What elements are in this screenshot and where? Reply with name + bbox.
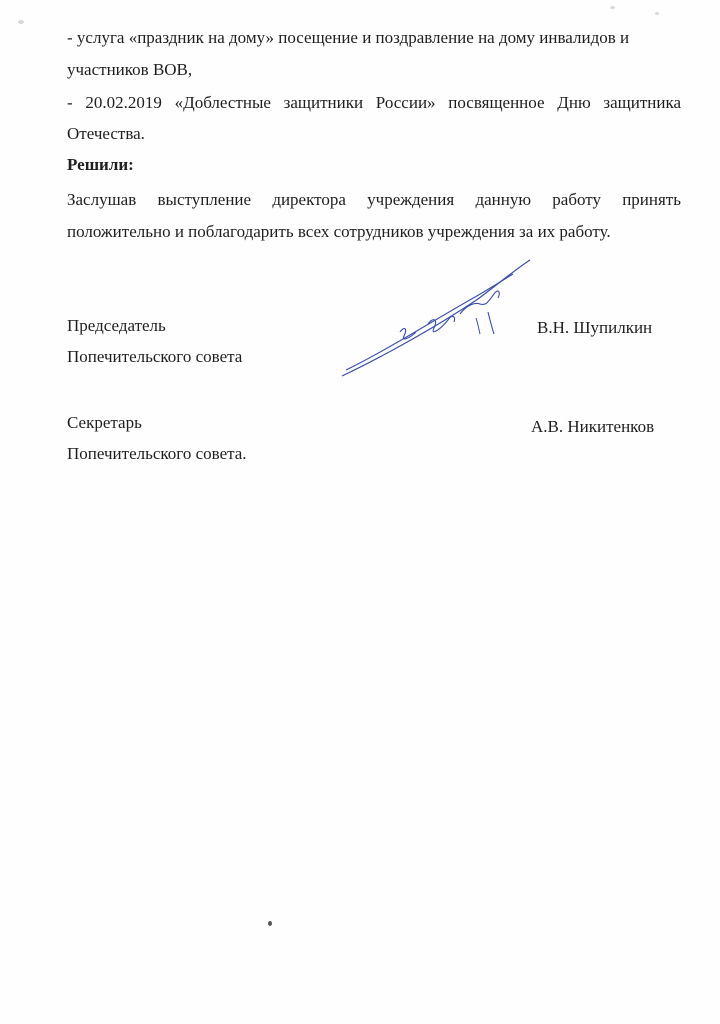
body-line-6: положительно и поблагодарить всех сотрудников учреждения за их работу. bbox=[67, 222, 611, 241]
secretary-title-2: Попечительского совета. bbox=[67, 444, 247, 463]
secretary-title-1: Секретарь bbox=[67, 413, 142, 432]
scan-dot bbox=[268, 921, 272, 926]
body-line-4: Отечества. bbox=[67, 124, 145, 143]
scan-speck bbox=[655, 12, 659, 15]
resolved-heading: Решили: bbox=[67, 155, 134, 174]
body-line-1: - услуга «праздник на дому» посещение и поздравление на дому инвалидов и bbox=[67, 28, 630, 47]
scan-speck bbox=[610, 6, 615, 9]
body-line-2: участников ВОВ, bbox=[67, 60, 193, 79]
scan-speck bbox=[18, 20, 24, 24]
chair-title-1: Председатель bbox=[67, 316, 166, 335]
secretary-name: А.В. Никитенков bbox=[531, 417, 655, 436]
chair-title-2: Попечительского совета bbox=[67, 347, 243, 366]
body-line-5: Заслушав выступление директора учреждения данную работу принять bbox=[67, 190, 681, 209]
body-line-3: - 20.02.2019 «Доблестные защитники России» посвященное Дню защитника bbox=[67, 93, 681, 112]
chair-name: В.Н. Шупилкин bbox=[537, 318, 653, 337]
handwritten-signature bbox=[338, 254, 538, 384]
